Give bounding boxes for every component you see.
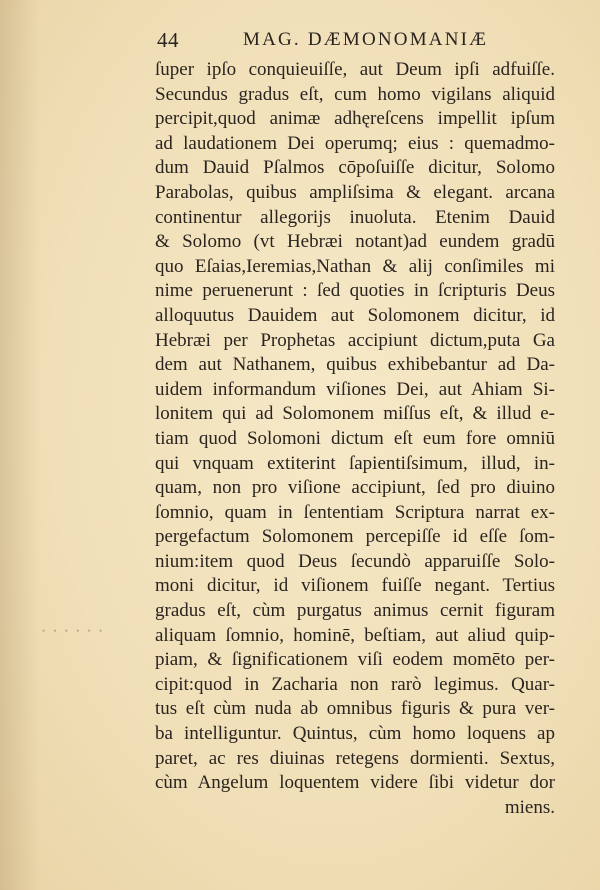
margin-mark: • • • • • • bbox=[42, 626, 106, 636]
text-line: uidem informandum viſiones Dei, aut Ahiam Si- bbox=[155, 378, 555, 400]
text-line: paret, ac res diuinas retegens dormienti. Sextus, bbox=[155, 747, 555, 769]
text-line: alloquutus Dauidem aut Solomonem dicitur, id bbox=[155, 304, 555, 326]
text-line: Secundus gradus eſt, cum homo vigilans aliquid bbox=[155, 83, 555, 105]
text-line: aliquam ſomnio, hominē, beſtiam, aut aliud quip- bbox=[155, 624, 555, 646]
text-line: cùm Angelum loquentem videre ſibi videtur dor bbox=[155, 772, 555, 794]
text-line: nime peruenerunt : ſed quoties in ſcripturis Deus bbox=[155, 280, 555, 302]
gutter-shadow bbox=[0, 0, 40, 890]
text-line: ſuper ipſo conquieuiſſe, aut Deum ipſi adfuiſſe. bbox=[155, 59, 555, 80]
text-line: qui vnquam extiterint ſapientiſsimum, illud, in- bbox=[155, 452, 555, 474]
text-line: moni dicitur, id viſionem fuiſſe negant. Tertius bbox=[155, 575, 555, 597]
text-line: tiam quod Solomoni dictum eſt eum fore omniū bbox=[155, 427, 555, 449]
text-line: dem aut Nathanem, quibus exhibebantur ad Da- bbox=[155, 354, 555, 376]
page-number: 44 bbox=[157, 28, 179, 52]
text-line: pergefactum Solomonem percepiſſe id eſſe ſom- bbox=[155, 526, 555, 548]
text-line: piam, & ſignificationem viſi eodem momēto per- bbox=[155, 649, 555, 671]
text-line: lonitem qui ad Solomonem miſſus eſt, & illud e- bbox=[155, 403, 555, 425]
text-line: gradus eſt, cùm purgatus animus cernit figuram bbox=[155, 600, 555, 622]
text-line: nium:item quod Deus ſecundò apparuiſſe Solo- bbox=[155, 550, 555, 572]
text-line: quam, non pro viſione accipiunt, ſed pro diuino bbox=[155, 477, 555, 499]
text-line: Parabolas, quibus ampliſsima & elegant. arcana bbox=[155, 181, 555, 203]
text-line: ba intelliguntur. Quintus, cùm homo loquens ap bbox=[155, 723, 555, 745]
text-line: continentur allegorijs inuoluta. Etenim Dauid bbox=[155, 206, 555, 228]
page-header bbox=[157, 28, 537, 56]
text-line: percipit,quod animæ adhęreſcens impellit ipſum bbox=[155, 108, 555, 130]
text-line: ad laudationem Dei operumq; eius : quemadmo- bbox=[155, 132, 555, 154]
text-line: tus eſt cùm nuda ab omnibus figuris & pura ver- bbox=[155, 698, 555, 720]
text-line: ſomnio, quam in ſententiam Scriptura narrat ex- bbox=[155, 501, 555, 523]
running-head: MAG. DÆMONOMANIÆ bbox=[243, 29, 489, 50]
text-line: cipit:quod in Zacharia non rarò legimus. Quar- bbox=[155, 673, 555, 695]
text-line-last: miens. bbox=[504, 796, 555, 818]
text-line: dum Dauid Pſalmos cōpoſuiſſe dicitur, Solomo bbox=[155, 157, 555, 179]
text-line: quo Eſaias,Ieremias,Nathan & alij conſimiles mi bbox=[155, 255, 555, 277]
text-line: Hebræi per Prophetas accipiunt dictum,puta Ga bbox=[155, 329, 555, 351]
text-line: & Solomo (vt Hebræi notant)ad eundem gradū bbox=[155, 231, 555, 253]
body-text bbox=[155, 58, 555, 820]
